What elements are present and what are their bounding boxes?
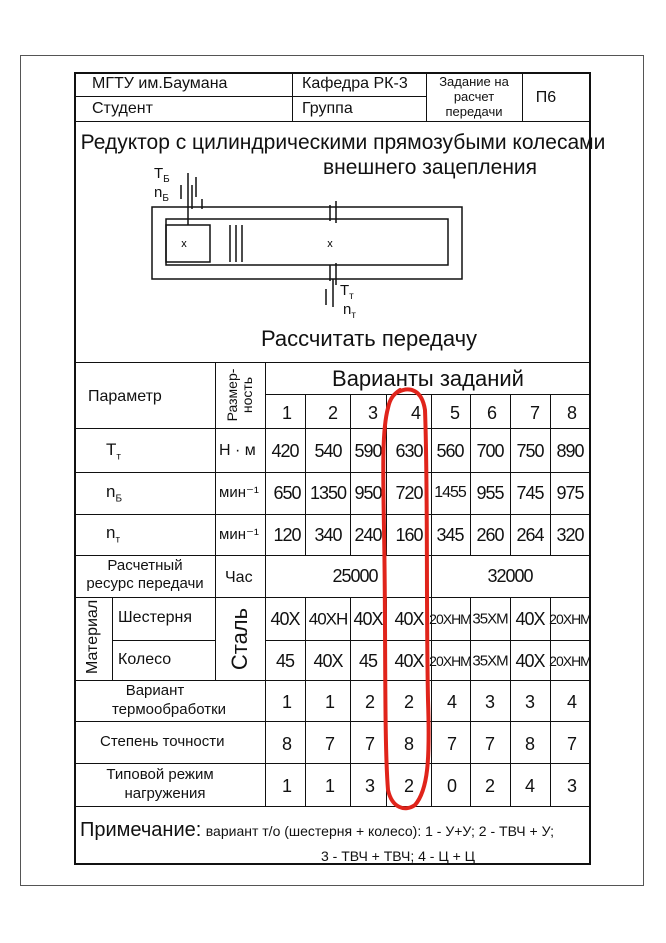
student-label: Студент — [92, 100, 153, 117]
value-accuracy: 7 — [566, 734, 578, 754]
value-pinion-material: 20XHM — [549, 611, 591, 627]
row-label-gear: Колесо — [118, 651, 172, 668]
material-divider — [112, 640, 215, 641]
row-line — [74, 514, 591, 515]
value-gear-material: 40X — [515, 651, 545, 671]
value-load: 0 — [446, 776, 458, 796]
shaft-mark-right: x — [327, 238, 333, 250]
value-accuracy: 8 — [281, 734, 293, 754]
variant-col-line — [510, 597, 511, 806]
note-text-1: вариант т/о (шестерня + колесо): 1 - У+У; 2 - ТВЧ + У; — [205, 823, 555, 839]
note-line-1 — [80, 820, 554, 840]
variant-number: 7 — [529, 403, 541, 423]
row-label-resource-2: ресурс передачи — [86, 575, 204, 592]
value-pinion-material: 40X — [270, 609, 300, 629]
value-nB: 950 — [354, 483, 382, 503]
housing-inner — [166, 219, 448, 265]
param-header: Параметр — [88, 388, 162, 405]
variants-header: Варианты заданий — [332, 366, 524, 391]
label-torque-output: $T_т$ — [340, 282, 354, 302]
row-label-load-1: Типовой режим — [106, 766, 214, 783]
material-group-label: Материал — [84, 599, 101, 674]
value-accuracy: 7 — [364, 734, 376, 754]
value-Tt: 700 — [476, 441, 504, 461]
university-name: МГТУ им.Баумана — [92, 75, 228, 92]
value-load: 3 — [364, 776, 376, 796]
value-heat: 2 — [364, 692, 376, 712]
task-title: Рассчитать передачу — [260, 326, 478, 351]
value-pinion-material: 40XH — [308, 609, 348, 629]
value-accuracy: 7 — [484, 734, 496, 754]
value-load: 2 — [484, 776, 496, 796]
unit-header: Размер- ность — [224, 368, 255, 422]
value-accuracy: 8 — [524, 734, 536, 754]
row-line — [74, 763, 591, 764]
variant-col-line — [305, 597, 306, 806]
row-line — [74, 555, 591, 556]
value-pinion-material: 20XHM — [429, 611, 471, 627]
label-speed-output: $n_т$ — [343, 301, 356, 321]
variant-number: 4 — [410, 403, 422, 423]
value-gear-material: 45 — [275, 651, 295, 671]
value-gear-material: 45 — [358, 651, 378, 671]
value-gear-material: 35XM — [472, 652, 508, 670]
unit-steel: Сталь — [227, 607, 252, 671]
value-nB: 975 — [556, 483, 584, 503]
value-pinion-material: 40X — [515, 609, 545, 629]
label-speed-input: $n_Б$ — [154, 184, 169, 204]
unit-col-line — [215, 597, 216, 680]
variant-number: 2 — [327, 403, 339, 423]
department-name: Кафедра РК-3 — [302, 75, 408, 92]
value-Tt: 590 — [354, 441, 382, 461]
row-line — [74, 680, 591, 681]
header-bottom-line — [74, 121, 591, 122]
label-torque-input: $T_Б$ — [154, 165, 170, 185]
value-resource: 25000 — [332, 566, 378, 586]
assignment-line-3: передачи — [445, 104, 503, 119]
title-line-2: внешнего зацепления — [322, 156, 538, 179]
variant-col-line — [350, 597, 351, 806]
value-nB: 650 — [273, 483, 301, 503]
bearing-block — [166, 225, 210, 262]
header-col-line — [292, 72, 293, 121]
value-heat: 3 — [484, 692, 496, 712]
unit-rpm: мин⁻¹ — [219, 484, 259, 501]
value-pinion-material: 40X — [394, 609, 424, 629]
sheet-code: П6 — [535, 89, 557, 106]
value-pinion-material: 40X — [353, 609, 383, 629]
value-Tt: 420 — [271, 441, 299, 461]
value-nt: 264 — [516, 525, 544, 545]
row-line — [74, 428, 591, 429]
value-load: 1 — [281, 776, 293, 796]
row-label-heat-2: термообработки — [111, 701, 227, 718]
unit-rpm: мин⁻¹ — [219, 526, 259, 543]
value-nt: 120 — [273, 525, 301, 545]
variant-col-line — [470, 394, 471, 555]
title-line-1: Редуктор с цилиндрическими прямозубыми колесами — [80, 131, 606, 154]
unit-newton-meter: Н · м — [219, 442, 256, 459]
variant-col-line — [550, 597, 551, 806]
assignment-line-1: Задание на — [439, 74, 509, 89]
value-resource: 32000 — [487, 566, 533, 586]
row-label-heat-1: Вариант — [125, 682, 185, 699]
assignment-line-2: расчет — [453, 89, 495, 104]
variant-number: 6 — [486, 403, 498, 423]
value-heat: 1 — [324, 692, 336, 712]
value-nt: 240 — [354, 525, 382, 545]
row-label-resource-1: Расчетный — [107, 557, 183, 574]
value-nt: 260 — [476, 525, 504, 545]
gearbox-diagram — [130, 165, 470, 315]
value-load: 1 — [324, 776, 336, 796]
row-line — [74, 721, 591, 722]
row-line — [74, 597, 591, 598]
value-pinion-material: 35XM — [472, 610, 508, 628]
header-divider — [74, 96, 426, 97]
value-nt: 320 — [556, 525, 584, 545]
value-gear-material: 20XHM — [549, 653, 591, 669]
value-nt: 345 — [436, 525, 464, 545]
value-nt: 340 — [314, 525, 342, 545]
value-nB: 720 — [395, 483, 423, 503]
row-label-output-speed: $n_т$ — [106, 523, 121, 546]
row-label-pinion: Шестерня — [118, 609, 193, 626]
variant-number: 5 — [449, 403, 461, 423]
value-Tt: 890 — [556, 441, 584, 461]
note-label: Примечание: — [80, 819, 202, 841]
row-label-input-speed: $n_Б$ — [106, 482, 123, 505]
variant-col-line — [305, 394, 306, 555]
group-label: Группа — [302, 100, 353, 117]
row-label-load-2: нагружения — [124, 785, 206, 802]
row-line — [74, 472, 591, 473]
table-bottom-line — [74, 806, 591, 807]
row-label-accuracy: Степень точности — [100, 733, 225, 750]
value-heat: 4 — [566, 692, 578, 712]
table-top-line — [74, 362, 591, 363]
value-nB: 1455 — [434, 484, 466, 501]
value-nB: 955 — [476, 483, 504, 503]
variant-col-line — [550, 394, 551, 555]
material-group-line — [112, 597, 113, 680]
variant-col-line — [510, 394, 511, 555]
value-load: 2 — [403, 776, 415, 796]
variant-number: 3 — [367, 403, 379, 423]
value-heat: 3 — [524, 692, 536, 712]
value-heat: 1 — [281, 692, 293, 712]
value-accuracy: 7 — [324, 734, 336, 754]
values-left-line — [265, 362, 266, 806]
value-Tt: 630 — [395, 441, 423, 461]
value-heat: 2 — [403, 692, 415, 712]
value-load: 3 — [566, 776, 578, 796]
unit-hours: Час — [225, 569, 253, 586]
shaft-mark-left: x — [181, 238, 187, 250]
value-gear-material: 40X — [394, 651, 424, 671]
variant-number: 1 — [281, 403, 293, 423]
value-Tt: 560 — [436, 441, 464, 461]
note-text-2: 3 - ТВЧ + ТВЧ; 4 - Ц + Ц — [320, 848, 476, 864]
variant-col-line — [350, 394, 351, 555]
value-nt: 160 — [395, 525, 423, 545]
value-nB: 1350 — [309, 483, 347, 503]
value-Tt: 750 — [516, 441, 544, 461]
unit-col-line — [215, 362, 216, 597]
value-accuracy: 8 — [403, 734, 415, 754]
value-load: 4 — [524, 776, 536, 796]
value-accuracy: 7 — [446, 734, 458, 754]
header-col-line — [522, 72, 523, 121]
value-gear-material: 40X — [313, 651, 343, 671]
housing-outer — [152, 207, 462, 279]
variant-number: 8 — [566, 403, 578, 423]
variant-col-line — [470, 597, 471, 806]
value-nB: 745 — [516, 483, 544, 503]
value-gear-material: 20XHM — [429, 653, 471, 669]
value-heat: 4 — [446, 692, 458, 712]
row-label-output-torque: $T_т$ — [106, 440, 121, 463]
value-Tt: 540 — [314, 441, 342, 461]
header-col-line — [426, 72, 427, 121]
